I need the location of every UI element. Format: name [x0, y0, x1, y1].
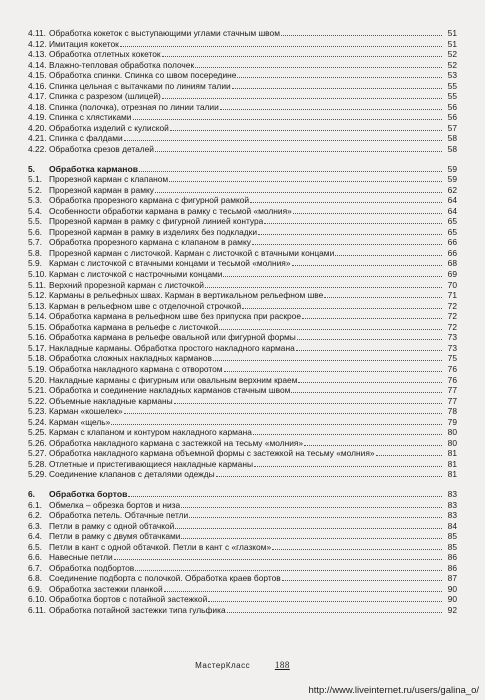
entry-title: Обработка бортов с потайной застежкой — [49, 594, 208, 605]
entry-page: 85 — [447, 541, 457, 552]
entry-number: 5.29. — [28, 469, 47, 480]
entry-number: 4.11. — [28, 28, 47, 38]
toc-entry[interactable] — [28, 185, 457, 196]
toc-entry[interactable] — [28, 573, 457, 584]
entry-title: Карман с листочкой с настрочными концами — [49, 269, 223, 280]
footer-page-number: 188 — [274, 660, 290, 670]
dot-leader — [258, 234, 442, 235]
toc-entry[interactable] — [28, 364, 457, 375]
entry-title: Спинка с хлястиками — [49, 112, 132, 123]
toc-entry[interactable] — [28, 375, 457, 386]
entry-title: Отлетные и пристегивающиеся накладные карманы — [49, 458, 253, 469]
entry-number: 6.7. — [28, 562, 42, 573]
toc-entry[interactable] — [28, 531, 457, 542]
dot-leader — [293, 213, 442, 214]
entry-page: 59 — [447, 163, 457, 174]
dot-leader — [376, 455, 442, 456]
entry-page: 86 — [447, 562, 457, 573]
entry-number: 5.2. — [28, 184, 42, 195]
entry-title: Обработка кокеток с выступающими углами стачным швом — [49, 28, 280, 38]
entry-page: 57 — [447, 122, 457, 133]
dot-leader — [324, 297, 442, 298]
dot-leader — [139, 171, 442, 172]
entry-page: 53 — [447, 70, 457, 81]
entry-number: 5.11. — [28, 279, 47, 290]
entry-page: 92 — [447, 604, 457, 615]
toc-entry[interactable] — [28, 237, 457, 248]
toc-entry[interactable] — [28, 28, 457, 39]
toc-entry[interactable] — [28, 248, 457, 259]
entry-page: 76 — [447, 363, 457, 374]
entry-page: 55 — [447, 91, 457, 102]
entry-page: 56 — [447, 101, 457, 112]
entry-number: 5.4. — [28, 205, 42, 216]
toc-entry[interactable] — [28, 60, 457, 71]
dot-leader — [189, 517, 442, 518]
entry-page: 51 — [447, 28, 457, 38]
dot-leader — [169, 181, 442, 182]
entry-number: 5.1. — [28, 174, 42, 185]
entry-title: Соединение клапанов с деталями одежды — [49, 469, 215, 480]
entry-number: 6.8. — [28, 573, 42, 584]
dot-leader — [224, 371, 443, 372]
dot-leader — [181, 507, 442, 508]
entry-title: Спинка с разрезом (шлицей) — [49, 91, 161, 102]
entry-number: 5.18. — [28, 353, 47, 364]
toc-entry[interactable] — [28, 144, 457, 155]
entry-page: 86 — [447, 552, 457, 563]
entry-title: Обработка кармана в рельефе овальной или фигурной формы — [49, 332, 296, 343]
entry-title: Верхний прорезной карман с листочкой — [49, 279, 204, 290]
toc-entry[interactable] — [28, 311, 457, 322]
entry-number: 5.17. — [28, 342, 47, 353]
dot-leader — [124, 413, 442, 414]
entry-title: Обработка накладного кармана объемной формы с застежкой на тесьму «молния» — [49, 448, 375, 459]
toc-entry[interactable] — [28, 70, 457, 81]
dot-leader — [155, 192, 442, 193]
entry-title: Карман «кошелек» — [49, 406, 123, 417]
dot-leader — [232, 88, 442, 89]
entry-title: Прорезной карман в рамку с фигурной линией контура — [49, 216, 264, 227]
entry-title: Обмелка – обрезка бортов и низа — [49, 499, 181, 510]
dot-leader — [170, 130, 442, 131]
entry-number: 4.14. — [28, 59, 47, 70]
toc-entry[interactable] — [28, 353, 457, 364]
toc-entry[interactable] — [28, 174, 457, 185]
toc-entry[interactable] — [28, 594, 457, 605]
dot-leader — [174, 403, 442, 404]
dot-leader — [272, 549, 442, 550]
entry-title: Спинка с фалдами — [49, 133, 123, 144]
toc-entry[interactable] — [28, 123, 457, 134]
entry-number: 4.12. — [28, 38, 47, 49]
entry-page: 66 — [447, 247, 457, 258]
dot-leader — [254, 466, 442, 467]
entry-title: Обработка накладного кармана с отворотом — [49, 363, 223, 374]
toc-entry[interactable] — [28, 469, 457, 480]
toc-entry[interactable] — [28, 102, 457, 113]
entry-title: Обработка подбортов — [49, 562, 135, 573]
entry-title: Прорезной карман с листочкой. Карман с листочкой с втачными концами — [49, 247, 335, 258]
dot-leader — [223, 276, 442, 277]
entry-title: Обработка петель. Обтачные петли — [49, 510, 189, 521]
entry-title: Обработка срезов деталей — [49, 144, 154, 155]
toc-entry[interactable] — [28, 195, 457, 206]
entry-page: 77 — [447, 395, 457, 406]
entry-title: Особенности обработки кармана в рамку с тесьмой «молния» — [49, 205, 292, 216]
entry-number: 6.11. — [28, 604, 47, 615]
entry-number: 4.16. — [28, 80, 47, 91]
dot-leader — [128, 496, 442, 497]
dot-leader — [297, 339, 442, 340]
entry-page: 52 — [447, 59, 457, 70]
entry-number: 5.7. — [28, 237, 42, 248]
toc-entry[interactable] — [28, 459, 457, 470]
toc-entry[interactable] — [28, 81, 457, 92]
entry-page: 71 — [447, 290, 457, 301]
entry-page: 81 — [447, 469, 457, 480]
dot-leader — [213, 360, 442, 361]
entry-number: 5.23. — [28, 406, 47, 417]
entry-title: Навесные петли — [49, 552, 113, 563]
entry-title: Накладные карманы с фигурным или овальным верхним краем — [49, 374, 298, 385]
entry-title: Обработка кармана в рельефном шве без припуска при раскрое — [49, 311, 301, 322]
entry-page: 72 — [447, 300, 457, 311]
entry-number: 6.10. — [28, 594, 47, 605]
toc-entry[interactable] — [28, 39, 457, 50]
entry-number: 4.18. — [28, 101, 47, 112]
entry-page: 66 — [447, 237, 457, 248]
entry-title: Влажно-тепловая обработка полочек — [49, 59, 195, 70]
entry-page: 83 — [447, 488, 457, 499]
dot-leader — [292, 265, 443, 266]
entry-title: Спинка (полочка), отрезная по линии талии — [49, 101, 219, 112]
dot-leader — [219, 329, 442, 330]
entry-title: Карманы в рельефных швах. Карман в вертикальном рельефном шве — [49, 290, 324, 301]
entry-page: 85 — [447, 531, 457, 542]
entry-page: 90 — [447, 594, 457, 605]
entry-title: Объемные накладные карманы — [49, 395, 173, 406]
entry-title: Обработка прорезного кармана с клапаном в рамку — [49, 237, 251, 248]
entry-title: Петли в рамку с одной обтачкой — [49, 520, 175, 531]
entry-number: 6.6. — [28, 552, 42, 563]
toc-entry[interactable] — [28, 427, 457, 438]
entry-title: Обработка прорезного кармана с фигурной рамкой — [49, 195, 250, 206]
entry-page: 80 — [447, 437, 457, 448]
entry-page: 58 — [447, 144, 457, 155]
dot-leader — [181, 538, 442, 539]
entry-title: Обработка сложных накладных карманов — [49, 353, 213, 364]
entry-number: 5.16. — [28, 332, 47, 343]
entry-page: 70 — [447, 279, 457, 290]
entry-page: 65 — [447, 226, 457, 237]
toc-entry[interactable] — [28, 49, 457, 60]
entry-number: 5.5. — [28, 216, 42, 227]
dot-leader — [264, 223, 442, 224]
entry-title: Обработка потайной застежки типа гульфика — [49, 604, 226, 615]
entry-number: 5.22. — [28, 395, 47, 406]
footer-brand: МастерКласс — [195, 661, 251, 670]
dot-leader — [124, 140, 442, 141]
toc-entry[interactable] — [28, 605, 457, 616]
table-of-contents — [28, 28, 457, 616]
toc-entry[interactable] — [28, 301, 457, 312]
entry-page: 90 — [447, 583, 457, 594]
entry-title: Карман «щель» — [49, 416, 111, 427]
entry-title: Обработка кармана в рельефе с листочкой — [49, 321, 219, 332]
entry-page: 83 — [447, 510, 457, 521]
toc-entry[interactable] — [28, 290, 457, 301]
entry-title: Петли в рамку с двумя обтачками — [49, 531, 181, 542]
toc-entry[interactable] — [28, 563, 457, 574]
toc-entry[interactable] — [28, 322, 457, 333]
dot-leader — [114, 559, 442, 560]
watermark-url[interactable]: http://www.liveinternet.ru/users/galina_o/ — [308, 685, 479, 696]
dot-leader — [216, 476, 442, 477]
dot-leader — [227, 612, 442, 613]
dot-leader — [281, 35, 442, 36]
toc-entry[interactable] — [28, 448, 457, 459]
entry-number: 6.9. — [28, 583, 42, 594]
section-gap — [28, 155, 457, 164]
dot-leader — [282, 580, 442, 581]
entry-number: 4.19. — [28, 112, 47, 123]
entry-page: 80 — [447, 427, 457, 438]
toc-entry[interactable] — [28, 385, 457, 396]
entry-title: Обработка спинки. Спинка со швом посередине — [49, 70, 237, 81]
entry-number: 4.21. — [28, 133, 47, 144]
entry-number: 4.20. — [28, 122, 47, 133]
entry-title: Накладные карманы. Обработка простого накладного кармана — [49, 342, 295, 353]
entry-title: Прорезной карман в рамку в изделиях без подкладки — [49, 226, 258, 237]
dot-leader — [175, 528, 442, 529]
dot-leader — [135, 570, 442, 571]
toc-entry[interactable] — [28, 542, 457, 553]
dot-leader — [195, 67, 442, 68]
dot-leader — [155, 151, 442, 152]
entry-page: 64 — [447, 205, 457, 216]
entry-title: Обработка отлетных кокеток — [49, 49, 161, 60]
entry-number: 5.25. — [28, 427, 47, 438]
toc-section-heading[interactable] — [28, 489, 457, 500]
entry-number: 4.17. — [28, 91, 47, 102]
entry-title: Прорезной карман в рамку — [49, 184, 154, 195]
entry-number: 6.3. — [28, 520, 42, 531]
dot-leader — [208, 601, 442, 602]
dot-leader — [253, 434, 442, 435]
toc-entry[interactable] — [28, 343, 457, 354]
entry-page: 65 — [447, 216, 457, 227]
toc-entry[interactable] — [28, 396, 457, 407]
toc-entry[interactable] — [28, 332, 457, 343]
toc-entry[interactable] — [28, 227, 457, 238]
entry-number: 5.9. — [28, 258, 42, 269]
entry-title: Спинка цельная с вытачками по линиям талии — [49, 80, 231, 91]
entry-number: 5. — [28, 163, 35, 174]
entry-page: 73 — [447, 342, 457, 353]
entry-number: 6.2. — [28, 510, 42, 521]
entry-page: 81 — [447, 448, 457, 459]
entry-number: 5.15. — [28, 321, 47, 332]
entry-number: 5.6. — [28, 226, 42, 237]
entry-title: Имитация кокеток — [49, 38, 119, 49]
entry-title: Прорезной карман с клапаном — [49, 174, 169, 185]
entry-number: 5.3. — [28, 195, 42, 206]
entry-number: 4.15. — [28, 70, 47, 81]
toc-entry[interactable] — [28, 91, 457, 102]
entry-number: 6. — [28, 488, 35, 499]
toc-entry[interactable] — [28, 438, 457, 449]
page-footer — [0, 660, 485, 670]
entry-page: 75 — [447, 353, 457, 364]
entry-title: Петли в кант с одной обтачкой. Петли в кант с «глазком» — [49, 541, 272, 552]
dot-leader — [237, 77, 442, 78]
entry-page: 72 — [447, 311, 457, 322]
entry-title: Обработка карманов — [49, 163, 139, 174]
entry-page: 81 — [447, 458, 457, 469]
toc-entry[interactable] — [28, 112, 457, 123]
entry-number: 5.10. — [28, 269, 47, 280]
entry-number: 5.26. — [28, 437, 47, 448]
toc-section-heading[interactable] — [28, 164, 457, 175]
dot-leader — [220, 109, 442, 110]
section-gap — [28, 480, 457, 489]
entry-number: 6.4. — [28, 531, 42, 542]
entry-title: Карман с клапаном и контуром накладного кармана — [49, 427, 252, 438]
entry-page: 76 — [447, 374, 457, 385]
entry-page: 62 — [447, 184, 457, 195]
entry-page: 69 — [447, 269, 457, 280]
entry-number: 5.12. — [28, 290, 47, 301]
dot-leader — [120, 46, 442, 47]
entry-page: 55 — [447, 80, 457, 91]
entry-number: 5.21. — [28, 385, 47, 396]
entry-number: 5.19. — [28, 363, 47, 374]
entry-number: 5.27. — [28, 448, 47, 459]
dot-leader — [298, 382, 442, 383]
dot-leader — [304, 445, 442, 446]
entry-number: 6.1. — [28, 499, 42, 510]
entry-title: Обработка бортов — [49, 488, 128, 499]
toc-entry[interactable] — [28, 280, 457, 291]
entry-page: 51 — [447, 38, 457, 49]
dot-leader — [302, 318, 442, 319]
entry-number: 5.13. — [28, 300, 47, 311]
dot-leader — [162, 98, 442, 99]
entry-page: 72 — [447, 321, 457, 332]
entry-page: 84 — [447, 520, 457, 531]
toc-entry[interactable] — [28, 216, 457, 227]
entry-page: 78 — [447, 406, 457, 417]
dot-leader — [250, 202, 442, 203]
toc-entry[interactable] — [28, 521, 457, 532]
entry-page: 58 — [447, 133, 457, 144]
entry-number: 5.8. — [28, 247, 42, 258]
dot-leader — [205, 287, 442, 288]
entry-page: 56 — [447, 112, 457, 123]
entry-number: 5.28. — [28, 458, 47, 469]
entry-number: 5.14. — [28, 311, 47, 322]
toc-entry[interactable] — [28, 500, 457, 511]
entry-number: 4.22. — [28, 144, 47, 155]
entry-number: 4.13. — [28, 49, 47, 60]
toc-entry[interactable] — [28, 269, 457, 280]
entry-page: 68 — [447, 258, 457, 269]
toc-entry[interactable] — [28, 584, 457, 595]
dot-leader — [296, 350, 442, 351]
dot-leader — [252, 244, 442, 245]
dot-leader — [291, 392, 442, 393]
entry-page: 59 — [447, 174, 457, 185]
toc-entry[interactable] — [28, 258, 457, 269]
toc-entry[interactable] — [28, 406, 457, 417]
entry-title: Обработка и соединение накладных карманов стачным швом — [49, 385, 291, 396]
dot-leader — [111, 424, 442, 425]
entry-page: 73 — [447, 332, 457, 343]
entry-number: 6.5. — [28, 541, 42, 552]
dot-leader — [242, 308, 442, 309]
entry-page: 77 — [447, 385, 457, 396]
entry-page: 87 — [447, 573, 457, 584]
entry-page: 64 — [447, 195, 457, 206]
toc-entry[interactable] — [28, 206, 457, 217]
dot-leader — [133, 119, 443, 120]
entry-title: Обработка накладного кармана с застежкой на тесьму «молния» — [49, 437, 304, 448]
entry-number: 5.24. — [28, 416, 47, 427]
entry-number: 5.20. — [28, 374, 47, 385]
entry-page: 52 — [447, 49, 457, 60]
toc-entry[interactable] — [28, 417, 457, 428]
dot-leader — [162, 56, 442, 57]
entry-page: 83 — [447, 499, 457, 510]
toc-entry[interactable] — [28, 133, 457, 144]
entry-title: Соединение подборта с полочкой. Обработка краев бортов — [49, 573, 281, 584]
entry-title: Обработка застежки планкой — [49, 583, 163, 594]
entry-title: Карман с листочкой с втачными концами и тесьмой «молния» — [49, 258, 291, 269]
toc-entry[interactable] — [28, 552, 457, 563]
entry-title: Карман в рельефном шве с отделочной строчкой — [49, 300, 242, 311]
dot-leader — [335, 255, 442, 256]
entry-title: Обработка изделий с кулиской — [49, 122, 169, 133]
entry-page: 79 — [447, 416, 457, 427]
toc-entry[interactable] — [28, 510, 457, 521]
dot-leader — [164, 591, 442, 592]
